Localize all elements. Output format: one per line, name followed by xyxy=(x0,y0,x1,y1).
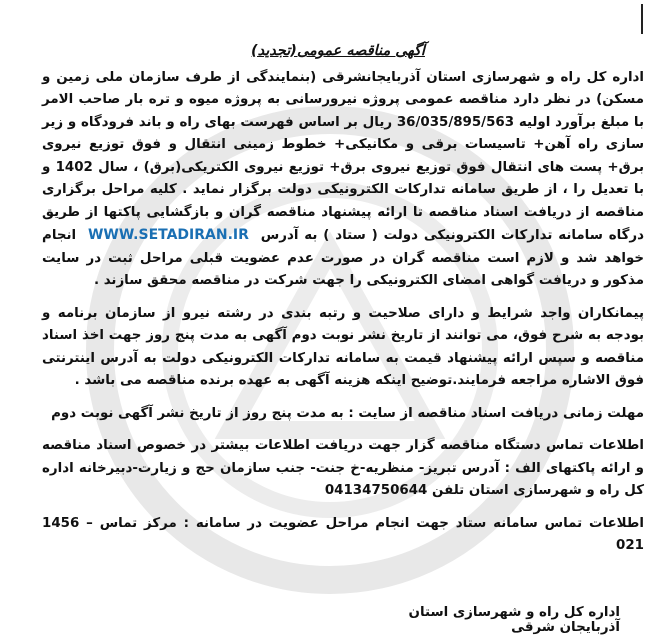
paragraph-1-text-a: اداره کل راه و شهرسازی استان آذربایجانشرقی (بنمایندگی از طرف سازمان ملی زمین و مسکن) در نظر دارد مناقصه عمومی پروژه نیرورسانی به پروژه میوه و تره بار صاحب الامر با مبلغ برآورد اولیه 36/035/895/563 ریال بر اساس فهرست بهای راه و باند فرودگاه و زیر سازی راه آهن+ تاسیسات برقی و مکانیکی+ خطوط زمینی انتقال و فوق توزیع نیروی برق+ پست های انتقال فوق توزیع نیروی برق+ توزیع نیروی الکتریکی(برق) ، سال 1402 و با تعدیل را ، از طریق سامانه تدارکات الکترونیکی دولت برگزار نماید . کلیه مراحل برگزاری مناقصه از دریافت اسناد مناقصه تا ارائه پیشنهاد مناقصه گران و بازگشایی پاکتها از طریق درگاه سامانه تدارکات الکترونیکی دولت ( ستاد ) به آدرس xyxy=(42,69,645,243)
call-center-number: 1456 – 021 xyxy=(42,515,644,553)
notice-paragraph-1 xyxy=(42,67,644,293)
setad-contact-text: اطلاعات تماس سامانه ستاد جهت انجام مراحل عضویت در سامانه : مرکز تماس xyxy=(99,515,644,531)
contact-phone: 04134750644 xyxy=(324,483,428,498)
notice-document xyxy=(42,40,644,568)
contact-text: اطلاعات تماس دستگاه مناقصه گزار جهت دریافت اطلاعات بیشتر در خصوص اسناد مناقصه و ارائه پاکتهای الف : آدرس تبریز- منظریه-خ جنت- جنب سازمان حج و زیارت-دبیرخانه اداره کل راه و شهرسازی استان تلفن xyxy=(42,438,644,498)
notice-title: آگهی مناقصه عمومی(تجدید) xyxy=(251,43,425,59)
page-edge-mark xyxy=(641,4,643,34)
notice-paragraph-2: پیمانکاران واجد شرایط و دارای صلاحیت و رتبه بندی در رشته نیرو از سازمان برنامه و بودجه به شرح فوق، می توانند از تاریخ نشر نوبت دوم آگهی به مدت پنج روز جهت اخذ اسناد مناقصه و سپس ارائه پیشنهاد قیمت به سامانه تدارکات الکترونیکی دولت به آدرس اینترنتی فوق الاشاره مراجعه فرمایند.توضیح اینکه هزینه آگهی به عهده برنده مناقصه می باشد . xyxy=(42,305,644,388)
notice-paragraph-5 xyxy=(42,513,644,558)
notice-paragraph-4 xyxy=(42,435,644,503)
issuer-signature: اداره کل راه و شهرسازی استان آذربایجان شرقی xyxy=(408,605,620,635)
notice-paragraph-3: مهلت زمانی دریافت اسناد مناقصه از سایت : به مدت پنج روز از تاریخ نشر آگهی نوبت دوم xyxy=(51,405,644,421)
paragraph-1-text-b: انجام خواهد شد و لازم است مناقصه گران در صورت عدم عضویت قبلی مراحل ثبت در سایت مذکور و دریافت گواهی امضای الکترونیکی را جهت شرکت در مناقصه محقق سازند . xyxy=(42,228,644,288)
setadiran-link[interactable]: WWW.SETADIRAN.IR xyxy=(87,227,249,243)
